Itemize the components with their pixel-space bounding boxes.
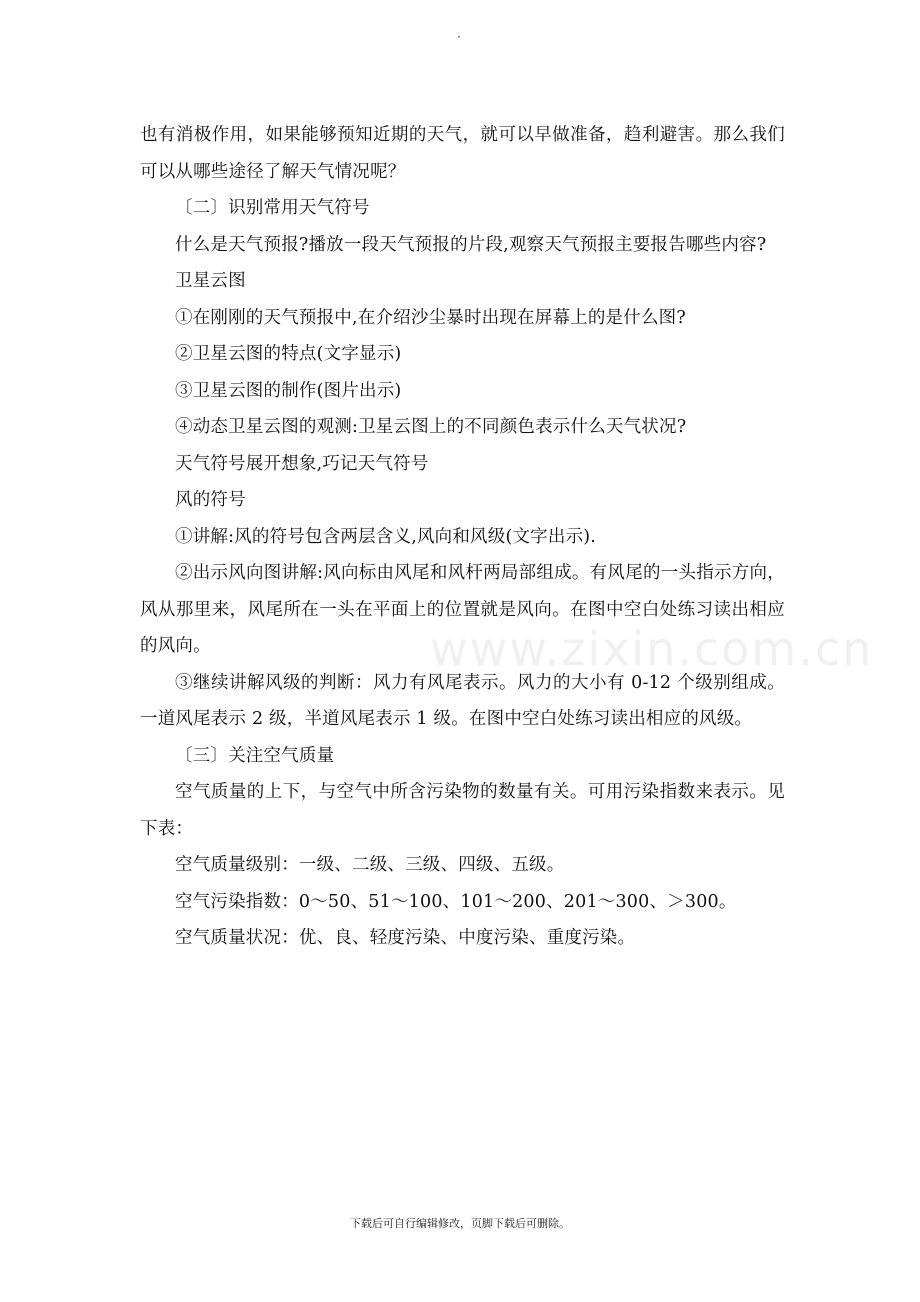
header-mark: · [457,30,461,44]
paragraph-weather-forecast: 什么是天气预报?播放一段天气预报的片段,观察天气预报主要报告哪些内容? [175,234,767,255]
air-quality-levels: 空气质量级别：一级、二级、三级、四级、五级。 [175,855,565,875]
list-item-satellite-2: ②卫星云图的特点(文字显示) [175,344,402,364]
list-item-wind-3: ③继续讲解风级的判断：风力有风尾表示。风力的大小有 0-12 个级别组成。一道风尾表示 2 级，半道风尾表示 1 级。在图中空白处练习读出相应的风级。 [140,672,785,729]
paragraph-air-quality: 空气质量的上下，与空气中所含污染物的数量有关。可用污染指数来表示。见下表： [140,782,785,839]
section-heading-weather-symbols: 〔二〕识别常用天气符号 [175,198,370,218]
list-item-wind-1: ①讲解:风的符号包含两层含义,风向和风级(文字出示). [175,526,597,547]
paragraph-symbol-imagination: 天气符号展开想象,巧记天气符号 [175,453,429,474]
document-body [140,117,785,957]
air-quality-status: 空气质量状况：优、良、轻度污染、中度污染、重度污染。 [175,928,636,948]
subheading-satellite-cloud: 卫星云图 [175,271,246,291]
list-item-satellite-3: ③卫星云图的制作(图片出示) [175,380,402,401]
section-heading-air-quality: 〔三〕关注空气质量 [175,745,335,766]
subheading-wind-symbol: 风的符号 [175,490,246,510]
list-item-satellite-1: ①在刚刚的天气预报中,在介绍沙尘暴时出现在屏幕上的是什么图? [175,307,686,328]
air-pollution-index: 空气污染指数：0～50、51～100、101～200、201～300、＞300。 [175,891,737,912]
list-item-wind-2: ②出示风向图讲解:风向标由风尾和风杆两局部组成。有风尾的一头指示方向，风从那里来，风尾所在一头在平面上的位置就是风向。在图中空白处练习读出相应的风向。 [140,563,785,656]
paragraph-intro-continuation: 也有消极作用，如果能够预知近期的天气，就可以早做准备，趋利避害。那么我们可以从哪些途径了解天气情况呢？ [140,125,785,182]
page-footer: 下载后可自行编辑修改，页脚下载后可删除。 [350,1217,570,1230]
list-item-satellite-4: ④动态卫星云图的观测:卫星云图上的不同颜色表示什么天气状况? [175,417,687,437]
watermark-text: www.zixin.com.cn [430,622,874,676]
